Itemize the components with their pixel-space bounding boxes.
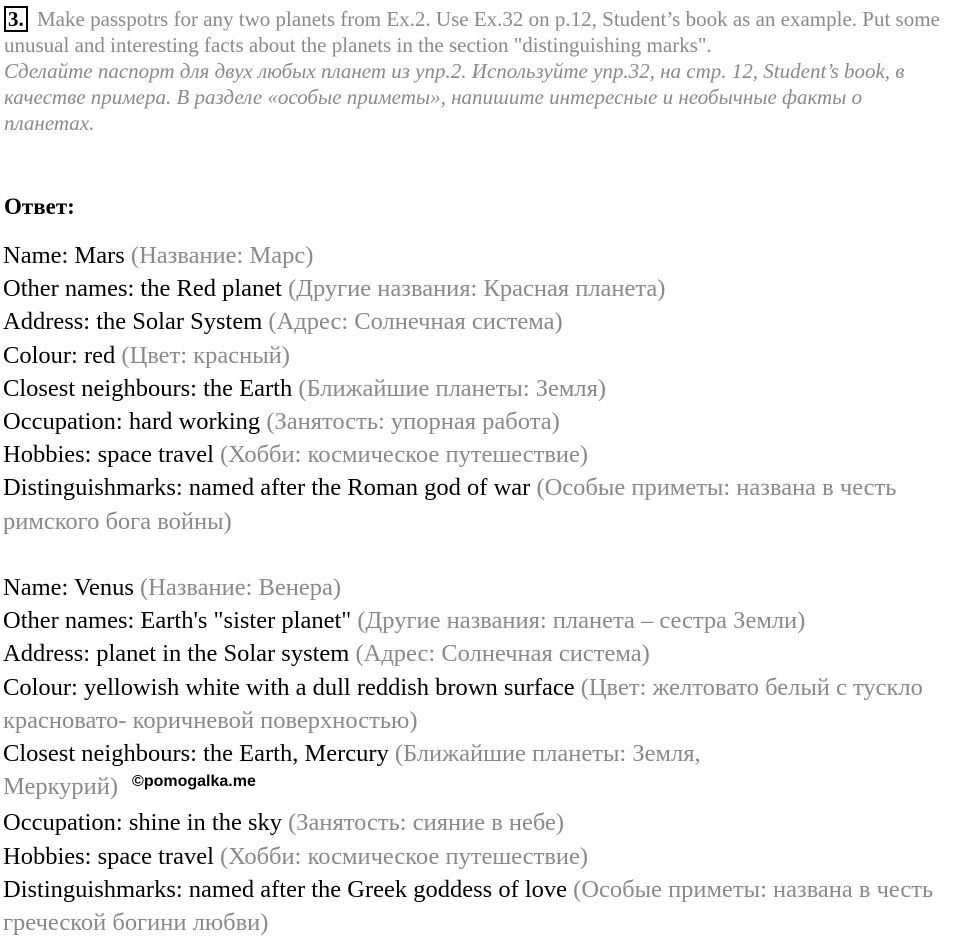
mars-neighbours-en: Closest neighbours: the Earth <box>3 374 293 402</box>
mars-name-line <box>3 239 958 272</box>
venus-name-en: Name: Venus <box>3 574 134 602</box>
mars-occupation-ru: (Занятость: упорная работа) <box>266 408 560 436</box>
mars-colour-line <box>3 339 958 372</box>
venus-hobbies-ru: (Хобби: космическое путешествие) <box>220 842 589 870</box>
venus-hobbies-en: Hobbies: space travel <box>3 842 214 870</box>
task-text-ru: Сделайте паспорт для двух любых планет из упр.2. Используйте упр.32, на стр. 12, Student’s book, в качестве примера. В разделе «особые приметы», напишите интересные и необычные факты о планетах. <box>4 59 905 135</box>
venus-marks-en: Distinguishmarks: named after the Greek goddess of love <box>3 875 568 903</box>
section-gap <box>3 538 958 571</box>
venus-marks-ru: (Особые приметы: названа в честь греческой богини любви) <box>3 875 934 937</box>
venus-address-en: Address: planet in the Solar system <box>3 640 350 668</box>
mars-occupation-en: Occupation: hard working <box>3 408 261 436</box>
venus-name-ru: (Название: Венера) <box>140 574 342 602</box>
mars-other-names-en: Other names: the Red planet <box>3 275 282 303</box>
venus-other-names-line <box>3 604 958 637</box>
mars-hobbies-ru: (Хобби: космическое путешествие) <box>220 441 589 469</box>
venus-other-names-ru: (Другие названия: планета – сестра Земли) <box>357 607 806 635</box>
venus-hobbies-line <box>3 840 958 873</box>
task-number: 3. <box>4 6 28 32</box>
mars-occupation-line <box>3 405 958 438</box>
mars-address-line <box>3 305 958 338</box>
mars-name-en: Name: Mars <box>3 242 125 269</box>
mars-colour-ru: (Цвет: красный) <box>121 341 290 369</box>
venus-colour-line <box>3 671 958 737</box>
answer-body <box>3 239 958 939</box>
mars-neighbours-ru: (Ближайшие планеты: Земля) <box>298 374 607 402</box>
mars-colour-en: Colour: red <box>3 341 116 369</box>
mars-address-en: Address: the Solar System <box>3 308 263 336</box>
answer-label: Ответ: <box>4 194 75 219</box>
mars-marks-ru: (Особые приметы: названа в честь римского бога войны) <box>3 474 897 535</box>
venus-neighbours-line <box>3 737 958 806</box>
venus-name-line <box>3 571 958 604</box>
venus-other-names-en: Other names: Earth's "sister planet" <box>3 607 352 635</box>
watermark: ©pomogalka.me <box>132 773 256 791</box>
venus-occupation-en: Occupation: shine in the sky <box>3 809 282 837</box>
mars-other-names-line <box>3 272 958 305</box>
mars-hobbies-en: Hobbies: space travel <box>3 441 214 469</box>
venus-neighbours-ru: (Ближайшие планеты: Земля, Меркурий) <box>3 740 701 801</box>
venus-marks-line <box>3 873 958 939</box>
task-text-en: Make passpotrs for any two planets from Ex.2. Use Ex.32 on p.12, Student’s book as an example. Put some unusual and interesting facts about the planets in the section "distinguishing marks". <box>4 7 940 57</box>
mars-other-names-ru: (Другие названия: Красная планета) <box>288 275 666 303</box>
mars-marks-line <box>3 471 958 537</box>
venus-colour-ru: (Цвет: желтовато белый с тускло красновато- коричневой поверхностью) <box>3 673 923 734</box>
venus-neighbours-en: Closest neighbours: the Earth, Mercury <box>3 740 389 768</box>
task-statement <box>4 6 954 136</box>
venus-address-line <box>3 637 958 670</box>
venus-occupation-ru: (Занятость: сияние в небе) <box>288 809 565 837</box>
venus-colour-en: Colour: yellowish white with a dull reddish brown surface <box>3 673 575 701</box>
venus-address-ru: (Адрес: Солнечная система) <box>355 640 650 668</box>
mars-address-ru: (Адрес: Солнечная система) <box>268 308 563 336</box>
mars-name-ru: (Название: Марс) <box>130 242 314 269</box>
venus-occupation-line <box>3 806 958 839</box>
mars-hobbies-line <box>3 438 958 471</box>
mars-neighbours-line <box>3 372 958 405</box>
mars-marks-en: Distinguishmarks: named after the Roman god of war <box>3 474 531 502</box>
